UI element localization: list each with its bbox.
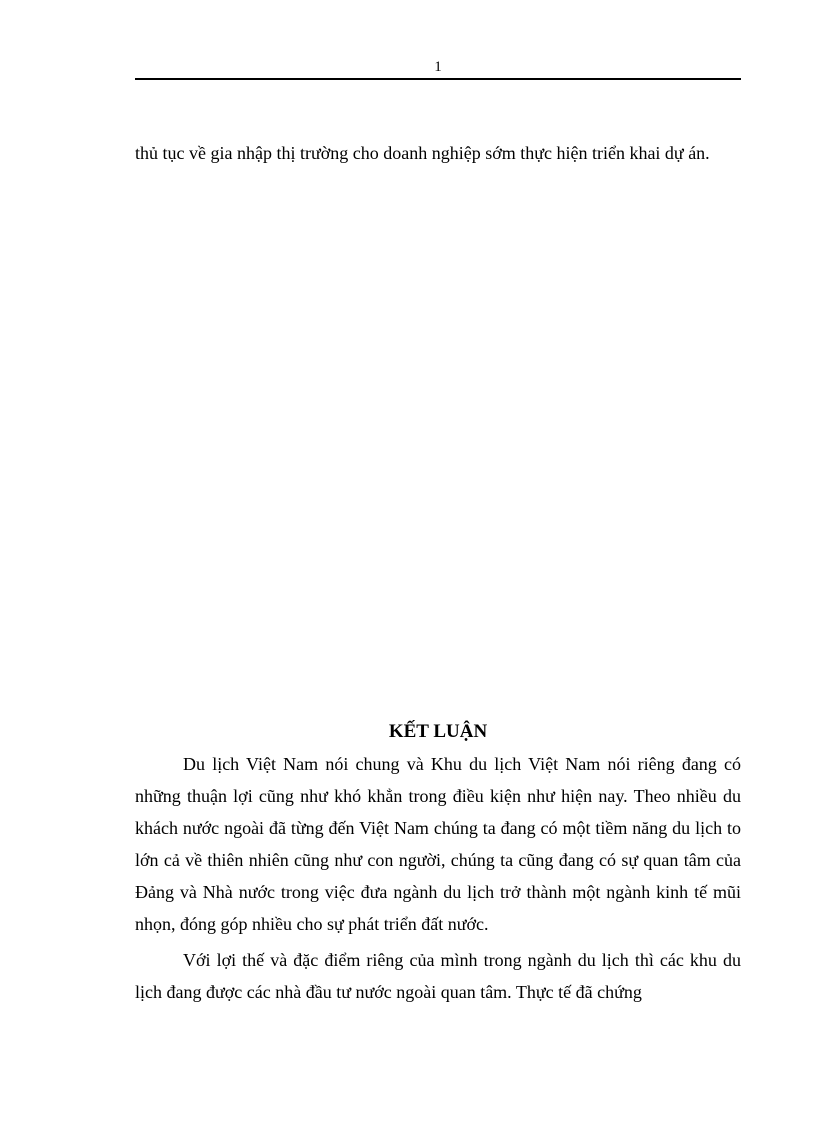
page-header xyxy=(135,58,741,80)
conclusion-paragraph-1: Du lịch Việt Nam nói chung và Khu du lịch Việt Nam nói riêng đang có những thuận lợi cũng như khó khẳn trong điều kiện như hiện nay. Theo nhiều du khách nước ngoài đã từng đến Việt Nam chúng ta đang có một tiềm năng du lịch to lớn cả về thiên nhiên cũng như con người, chúng ta cũng đang có sự quan tâm của Đảng và Nhà nước trong việc đưa ngành du lịch trở thành một ngành kinh tế mũi nhọn, đóng góp nhiều cho sự phát triển đất nước. xyxy=(135,754,741,934)
section-title: KẾT LUẬN xyxy=(388,721,488,742)
page-number: 1 xyxy=(434,59,442,75)
conclusion-paragraph-2: Với lợi thế và đặc điểm riêng của mình trong ngành du lịch thì các khu du lịch đang được các nhà đầu tư nước ngoài quan tâm. Thực tế đã chứng xyxy=(135,950,741,1002)
conclusion-section xyxy=(135,716,741,1008)
continuation-paragraph: thủ tục về gia nhập thị trường cho doanh nghiệp sớm thực hiện triển khai dự án. xyxy=(135,143,710,163)
